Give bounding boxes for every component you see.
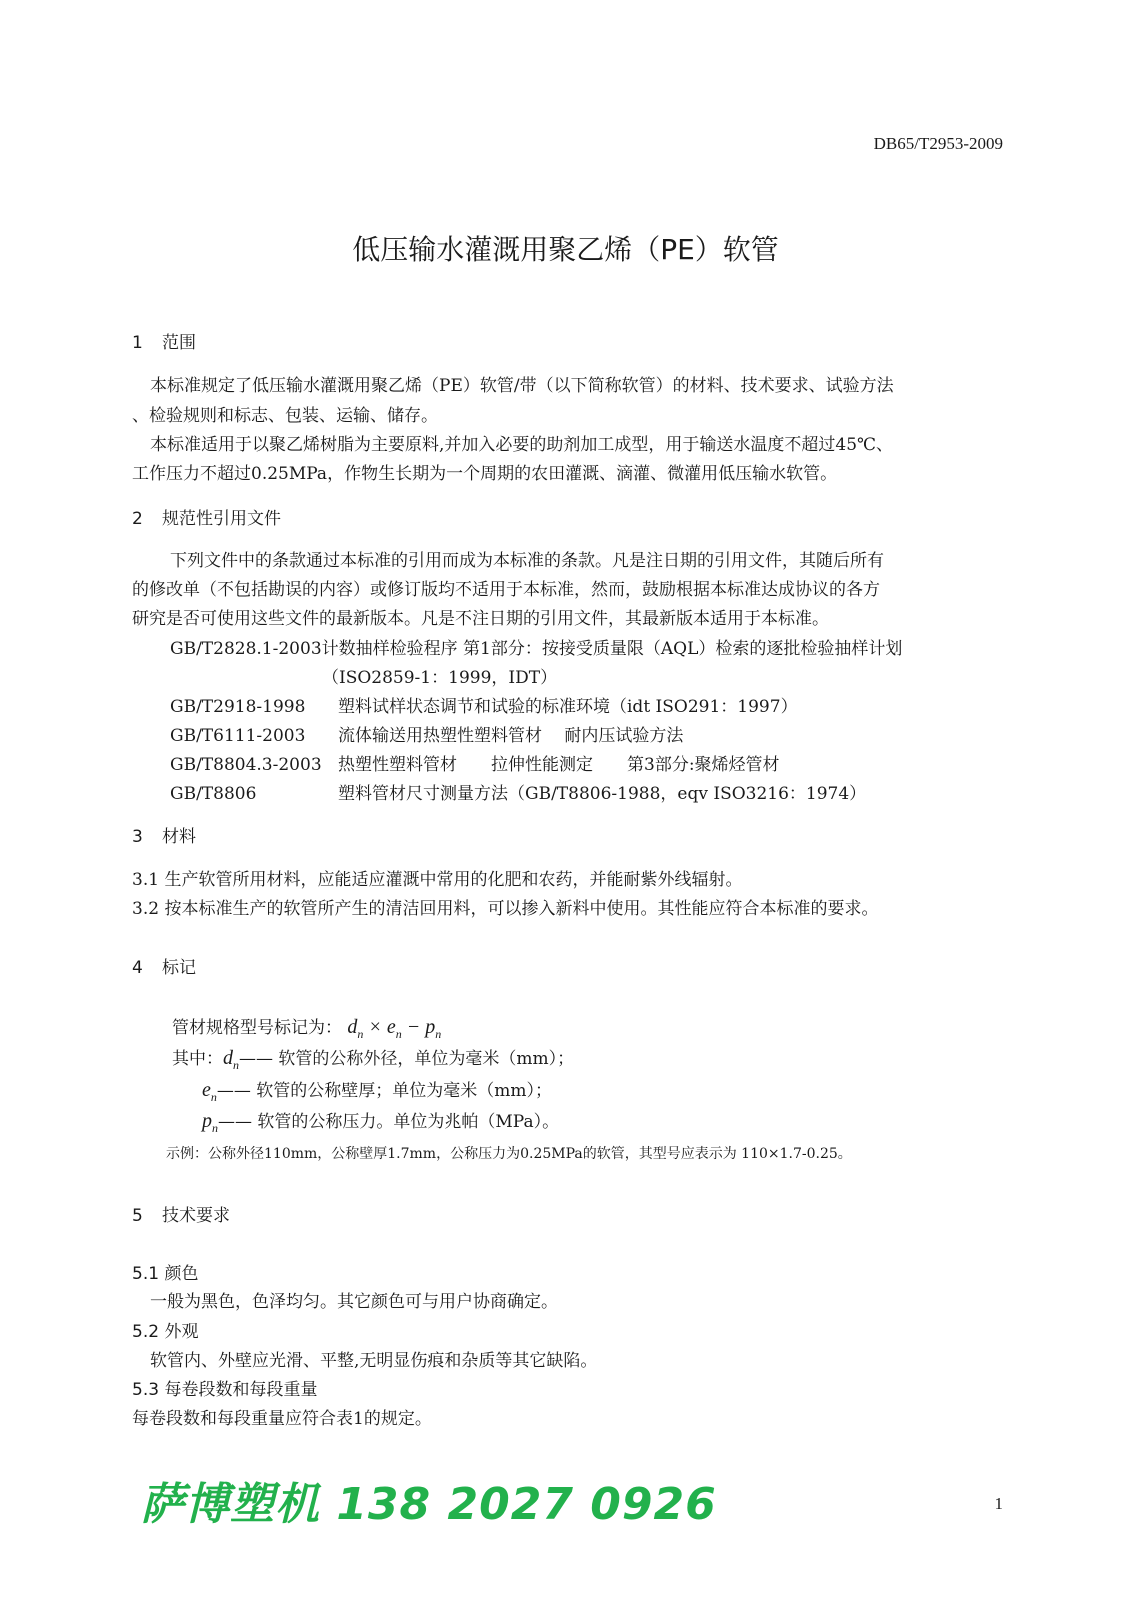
section-2-para-line-2: 的修改单（不包括勘误的内容）或修订版均不适用于本标准，然而，鼓励根据本标准达成协议的各方	[132, 580, 880, 600]
marking-pn-line	[202, 1107, 559, 1136]
subsection-5-2-heading: 5.2 外观	[132, 1322, 199, 1342]
reference-item	[170, 692, 798, 717]
section-1-number: 1	[132, 333, 143, 353]
reference-title: 塑料管材尺寸测量方法（GB/T8806-1988，eqv ISO3216：1974）	[338, 784, 867, 804]
section-3-item-1: 3.1 生产软管所用材料，应能适应灌溉中常用的化肥和农药，并能耐紫外线辐射。	[132, 870, 743, 890]
marking-formula-expression: $d_n \times e_n - p_n$	[347, 1016, 442, 1041]
pn-symbol: $p_n$	[202, 1110, 218, 1135]
subsection-5-3-heading: 5.3 每卷段数和每段重量	[132, 1380, 318, 1400]
section-3-title: 材料	[162, 827, 196, 847]
where-label: 其中：	[172, 1049, 223, 1069]
page-number: 1	[994, 1494, 1003, 1513]
marking-formula-label: 管材规格型号标记为：	[172, 1018, 342, 1038]
section-3-heading	[132, 822, 196, 847]
section-1-para-1-line-1: 本标准规定了低压输水灌溉用聚乙烯（PE）软管/带（以下简称软管）的材料、技术要求、试验方法	[150, 376, 894, 396]
reference-code: GB/T2918-1998	[170, 697, 306, 717]
document-title: 低压输水灌溉用聚乙烯（PE）软管	[352, 233, 779, 266]
company-watermark: 萨博塑机 138 2027 0926	[140, 1479, 717, 1530]
reference-item-continuation: （ISO2859-1：1999，IDT）	[322, 668, 558, 688]
section-4-title: 标记	[162, 958, 196, 978]
reference-title: 热塑性塑料管材 拉伸性能测定 第3部分:聚烯烃管材	[338, 755, 780, 775]
section-1-title: 范围	[162, 333, 196, 353]
dn-symbol: $d_n$	[223, 1047, 239, 1072]
dn-description: —— 软管的公称外径，单位为毫米（mm）；	[239, 1049, 575, 1069]
section-1-para-2-line-2: 工作压力不超过0.25MPa，作物生长期为一个周期的农田灌溉、滴灌、微灌用低压输水软管。	[132, 464, 838, 484]
section-1-heading	[132, 328, 196, 353]
en-description: —— 软管的公称壁厚；单位为毫米（mm）；	[216, 1081, 553, 1101]
reference-item	[170, 779, 866, 804]
marking-en-line	[202, 1076, 552, 1105]
reference-code: GB/T6111-2003	[170, 726, 306, 746]
reference-title: 塑料试样状态调节和试验的标准环境（idt ISO291：1997）	[338, 697, 798, 717]
section-3-item-2: 3.2 按本标准生产的软管所产生的清洁回用料，可以掺入新料中使用。其性能应符合本标准的要求。	[132, 899, 879, 919]
pn-description: —— 软管的公称压力。单位为兆帕（MPa）。	[218, 1112, 560, 1132]
section-4-heading	[132, 953, 196, 978]
document-code: DB65/T2953-2009	[873, 134, 1003, 153]
marking-dn-line	[172, 1044, 574, 1073]
marking-formula	[172, 1013, 441, 1042]
reference-item	[170, 634, 902, 659]
section-2-heading	[132, 504, 281, 529]
section-2-para-line-1: 下列文件中的条款通过本标准的引用而成为本标准的条款。凡是注日期的引用文件，其随后所有	[170, 551, 884, 571]
section-2-para-line-3: 研究是否可使用这些文件的最新版本。凡是不注日期的引用文件，其最新版本适用于本标准。	[132, 609, 829, 629]
section-3-number: 3	[132, 827, 143, 847]
en-symbol: $e_n$	[202, 1079, 217, 1104]
section-1-para-2-line-1: 本标准适用于以聚乙烯树脂为主要原料,并加入必要的助剂加工成型，用于输送水温度不超过45℃、	[150, 435, 894, 455]
section-2-number: 2	[132, 509, 143, 529]
section-1-para-1-line-2: 、检验规则和标志、包装、运输、储存。	[132, 406, 438, 426]
reference-item	[170, 721, 683, 746]
reference-title: 流体输送用热塑性塑料管材 耐内压试验方法	[338, 726, 684, 746]
marking-example: 示例：公称外径110mm，公称壁厚1.7mm，公称压力为0.25MPa的软管，其型号应表示为 110×1.7-0.25。	[166, 1146, 852, 1162]
subsection-5-3-text: 每卷段数和每段重量应符合表1的规定。	[132, 1409, 432, 1429]
subsection-5-1-heading: 5.1 颜色	[132, 1264, 199, 1284]
section-4-number: 4	[132, 958, 143, 978]
section-5-number: 5	[132, 1206, 143, 1226]
reference-item	[170, 750, 780, 775]
section-5-heading	[132, 1201, 230, 1226]
reference-code: GB/T8804.3-2003	[170, 755, 322, 775]
reference-title: 计数抽样检验程序 第1部分：按接受质量限（AQL）检索的逐批检验抽样计划	[321, 639, 903, 659]
section-2-title: 规范性引用文件	[162, 509, 281, 529]
section-5-title: 技术要求	[162, 1206, 230, 1226]
reference-code: GB/T2828.1-2003	[170, 639, 322, 659]
reference-code: GB/T8806	[170, 784, 257, 804]
subsection-5-1-text: 一般为黑色，色泽均匀。其它颜色可与用户协商确定。	[150, 1292, 558, 1312]
subsection-5-2-text: 软管内、外壁应光滑、平整,无明显伤痕和杂质等其它缺陷。	[150, 1351, 598, 1371]
